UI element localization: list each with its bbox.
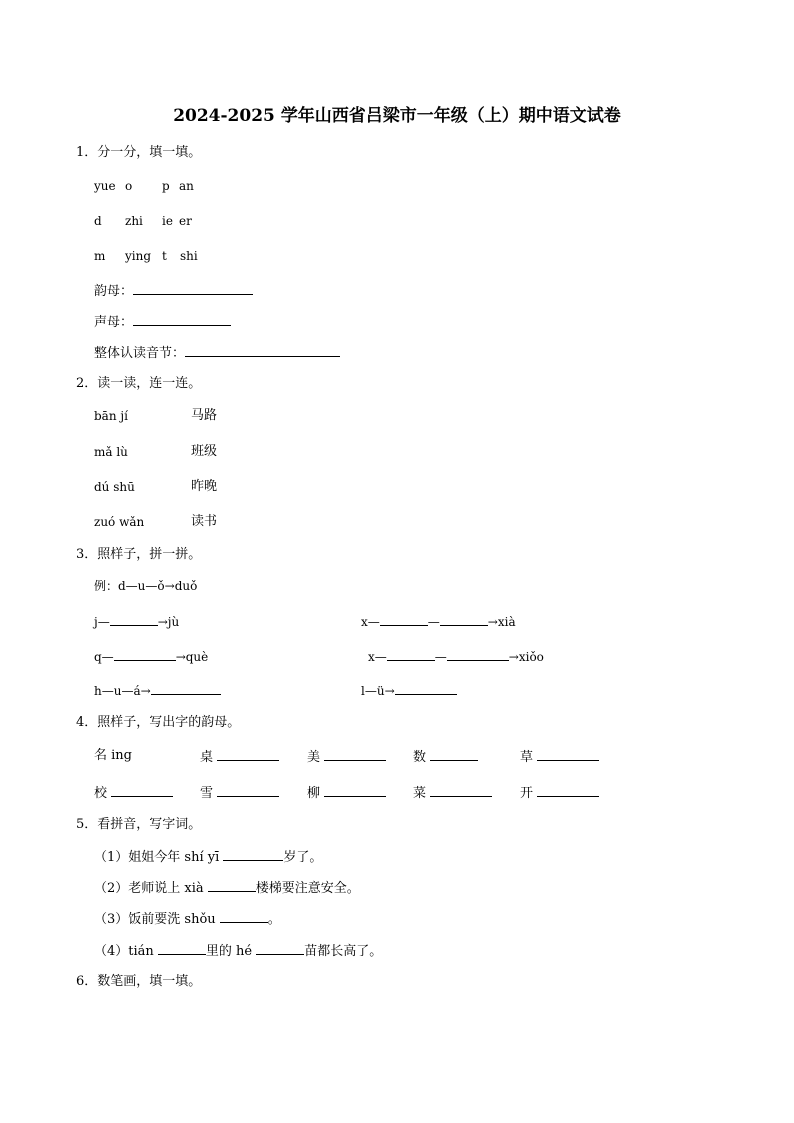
q2-pinyin[interactable]: mǎ lù xyxy=(94,445,128,459)
q3-dash: — xyxy=(434,650,447,664)
answer-blank[interactable] xyxy=(440,614,488,626)
q4-item xyxy=(520,785,599,800)
q3-item xyxy=(368,649,544,663)
q3-item xyxy=(94,614,179,628)
q1-fill-shengmu xyxy=(94,314,231,329)
q5-item xyxy=(94,911,281,926)
q4-item xyxy=(94,785,173,800)
q3-item xyxy=(94,683,221,697)
q5-text: （1）姐姐今年 shí yī xyxy=(94,850,220,865)
q5-text: 。 xyxy=(267,912,281,927)
q3-result: →xiǒo xyxy=(508,650,544,664)
q3-item xyxy=(361,614,516,628)
q1-fill-yunmu xyxy=(94,283,253,298)
q4-item xyxy=(413,749,478,764)
q3-result: →jù xyxy=(157,615,180,629)
answer-blank[interactable] xyxy=(133,283,253,295)
q3-item xyxy=(94,649,208,663)
q4-char: 草 xyxy=(520,750,534,765)
fill-label: 整体认读音节： xyxy=(94,346,186,361)
answer-blank[interactable] xyxy=(111,785,173,797)
answer-blank[interactable] xyxy=(185,345,340,357)
q4-char: 开 xyxy=(520,786,534,801)
q4-char: 美 xyxy=(307,750,321,765)
q1-syllable: ying xyxy=(125,249,152,263)
answer-blank[interactable] xyxy=(208,880,256,892)
q4-stem: 4．照样子，写出字的韵母。 xyxy=(76,715,241,730)
q4-item xyxy=(520,749,599,764)
q4-char: 雪 xyxy=(200,786,214,801)
q1-syllable: shi xyxy=(180,249,198,263)
answer-blank[interactable] xyxy=(430,785,492,797)
fill-label: 韵母： xyxy=(94,284,134,299)
q4-item xyxy=(307,785,386,800)
q4-char: 校 xyxy=(94,786,108,801)
answer-blank[interactable] xyxy=(110,614,158,626)
q3-prefix: h—u—á→ xyxy=(94,684,151,698)
answer-blank[interactable] xyxy=(114,649,176,661)
answer-blank[interactable] xyxy=(220,911,268,923)
q1-syllable: t xyxy=(162,249,167,263)
q2-pinyin[interactable]: dú shū xyxy=(94,480,135,494)
q3-result: →xià xyxy=(487,615,516,629)
fill-label: 声母： xyxy=(94,315,134,330)
q4-char: 数 xyxy=(413,750,427,765)
q2-word[interactable]: 读书 xyxy=(191,514,218,529)
answer-blank[interactable] xyxy=(537,749,599,761)
q5-text: 岁了。 xyxy=(283,850,323,865)
answer-blank[interactable] xyxy=(151,683,221,695)
q5-text: （2）老师说上 xià xyxy=(94,881,204,896)
answer-blank[interactable] xyxy=(387,649,435,661)
q3-example: 例：d—u—ǒ→duǒ xyxy=(94,579,198,593)
q1-syllable: an xyxy=(179,179,194,193)
answer-blank[interactable] xyxy=(395,683,457,695)
q5-item xyxy=(94,943,382,958)
q3-prefix: l—ü→ xyxy=(361,684,395,698)
q1-syllable: zhi xyxy=(125,214,143,228)
q3-prefix: x— xyxy=(368,650,387,664)
q1-syllable: d xyxy=(94,214,102,228)
q2-pinyin[interactable]: zuó wǎn xyxy=(94,515,145,529)
q5-text: 楼梯要注意安全。 xyxy=(255,881,360,896)
answer-blank[interactable] xyxy=(324,749,386,761)
q2-pinyin[interactable]: bān jí xyxy=(94,409,128,423)
q4-example: 名 ing xyxy=(94,748,132,763)
q5-text: 里的 hé xyxy=(205,944,253,959)
q4-item xyxy=(200,785,279,800)
q3-prefix: q— xyxy=(94,650,114,664)
q3-item xyxy=(361,683,457,697)
q6-stem: 6．数笔画，填一填。 xyxy=(76,974,202,989)
q2-word[interactable]: 班级 xyxy=(191,444,218,459)
q4-item xyxy=(307,749,386,764)
answer-blank[interactable] xyxy=(158,943,206,955)
answer-blank[interactable] xyxy=(430,749,478,761)
q3-prefix: j— xyxy=(94,615,110,629)
answer-blank[interactable] xyxy=(447,649,509,661)
q3-prefix: x— xyxy=(361,615,380,629)
answer-blank[interactable] xyxy=(256,943,304,955)
answer-blank[interactable] xyxy=(537,785,599,797)
q1-syllable: o xyxy=(125,179,133,193)
q4-char: 桌 xyxy=(200,750,214,765)
q1-fill-zhengti xyxy=(94,345,340,360)
answer-blank[interactable] xyxy=(324,785,386,797)
q5-text: 苗都长高了。 xyxy=(304,944,383,959)
q5-stem: 5．看拼音，写字词。 xyxy=(76,817,202,832)
q3-dash: — xyxy=(427,615,440,629)
q5-text: （4）tián xyxy=(94,944,154,959)
answer-blank[interactable] xyxy=(217,749,279,761)
q1-syllable: m xyxy=(94,249,106,263)
q1-syllable: er xyxy=(179,214,192,228)
q4-char: 菜 xyxy=(413,786,427,801)
answer-blank[interactable] xyxy=(223,849,283,861)
q4-item xyxy=(413,785,492,800)
q2-word[interactable]: 马路 xyxy=(191,408,218,423)
q3-stem: 3．照样子，拼一拼。 xyxy=(76,547,202,562)
answer-blank[interactable] xyxy=(133,314,231,326)
q5-text: （3）饭前要洗 shǒu xyxy=(94,912,216,927)
q4-item xyxy=(200,749,279,764)
answer-blank[interactable] xyxy=(380,614,428,626)
q1-syllable: p xyxy=(162,179,170,193)
answer-blank[interactable] xyxy=(217,785,279,797)
q5-item xyxy=(94,880,360,895)
q3-result: →què xyxy=(175,650,209,664)
q1-syllable: ie xyxy=(162,214,173,228)
q4-char: 柳 xyxy=(307,786,321,801)
q2-stem: 2．读一读，连一连。 xyxy=(76,376,202,391)
q1-stem: 1．分一分，填一填。 xyxy=(76,145,202,160)
q2-word[interactable]: 昨晚 xyxy=(191,479,218,494)
q1-syllable: yue xyxy=(94,179,116,193)
q5-item xyxy=(94,849,322,864)
exam-title: 2024-2025 学年山西省吕梁市一年级（上）期中语文试卷 xyxy=(173,106,621,126)
